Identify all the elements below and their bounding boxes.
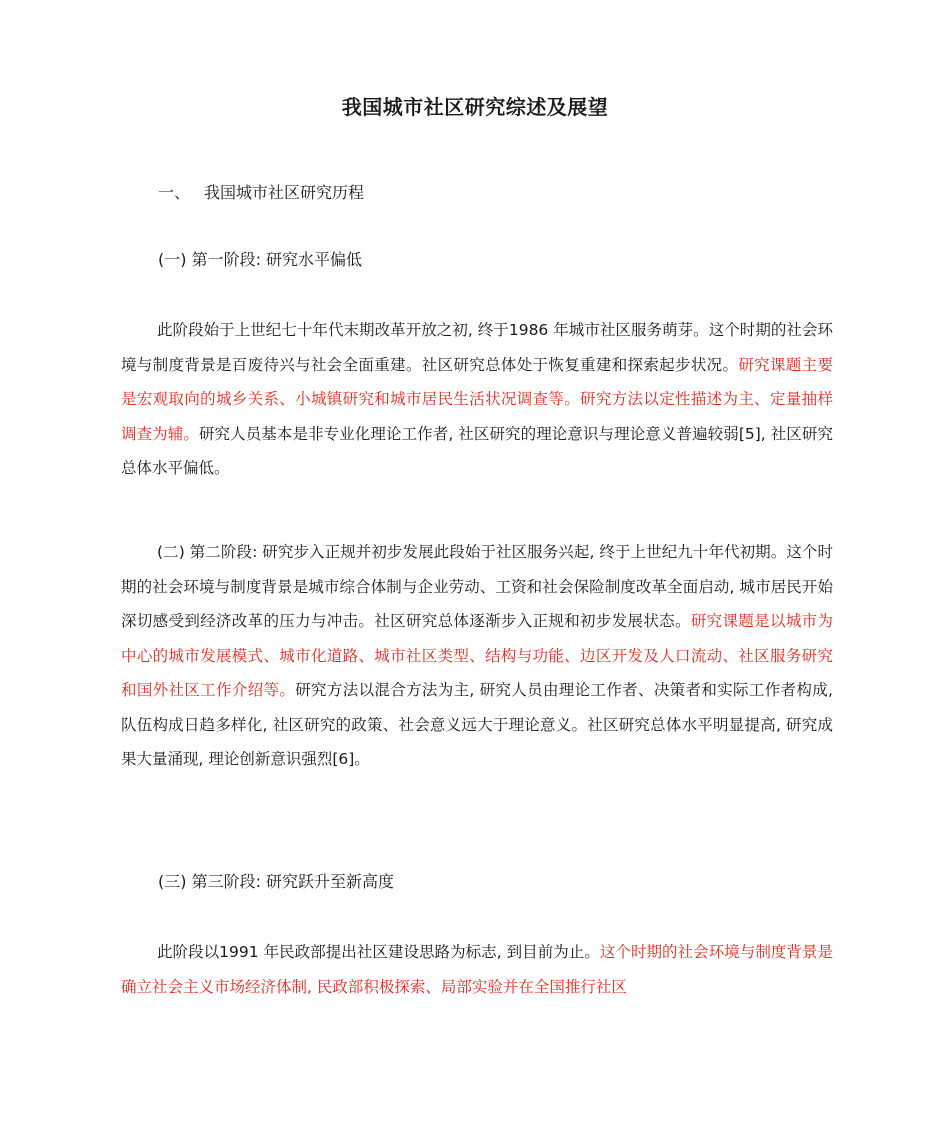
stage3-text-a: 此阶段以1991 年民政部提出社区建设思路为标志, 到目前为止。 [157,943,600,961]
stage2-highlighted-text: 研究课题是以城市为中心的城市发展模式、城市化道路、城市社区类型、结构与功能、边区开发及人口流动、社区服务研究和国外社区工作介绍等。 [121,612,833,699]
section-heading-1 [158,181,364,205]
stage2-paragraph [121,535,833,777]
stage1-paragraph [121,313,833,486]
stage2-text-a: (二) 第二阶段: 研究步入正规并初步发展此段始于社区服务兴起, 终于上世纪九十年代初期。这个时期的社会环境与制度背景是城市综合体制与企业劳动、工资和社会保险制度改革全面启动, 城市居民开始深切感受到经济改革的压力与冲击。社区研究总体逐渐步入正规和初步发展状态。 [121,543,833,630]
stage1-highlighted-text: 研究课题主要是宏观取向的城乡关系、小城镇研究和城市居民生活状况调查等。研究方法以定性描述为主、定量抽样调查为辅。 [121,355,833,443]
document-title: 我国城市社区研究综述及展望 [341,95,609,119]
stage1-text-b: 研究人员基本是非专业化理论工作者, 社区研究的理论意识与理论意义普遍较弱[5], 社区研究总体水平偏低。 [121,424,833,477]
stage3-highlighted-text: 这个时期的社会环境与制度背景是确立社会主义市场经济体制, 民政部积极探索、局部实验并在全国推行社区 [121,943,833,996]
stage1-heading: (一) 第一阶段: 研究水平偏低 [158,250,363,269]
stage3-paragraph [121,935,833,1004]
section-number: 一、 [158,183,191,202]
section-heading-text: 我国城市社区研究历程 [204,183,365,202]
stage2-text-b: 研究方法以混合方法为主, 研究人员由理论工作者、决策者和实际工作者构成, 队伍构成日趋多样化, 社区研究的政策、社会意义远大于理论意义。社区研究总体水平明显提高, 研究成果大量涌现, 理论创新意识强烈[6]。 [121,681,833,768]
stage3-heading: (三) 第三阶段: 研究跃升至新高度 [158,872,395,891]
stage1-text-a: 此阶段始于上世纪七十年代末期改革开放之初, 终于1986 年城市社区服务萌芽。这个时期的社会环境与制度背景是百废待兴与社会全面重建。社区研究总体处于恢复重建和探索起步状况。 [121,321,833,374]
